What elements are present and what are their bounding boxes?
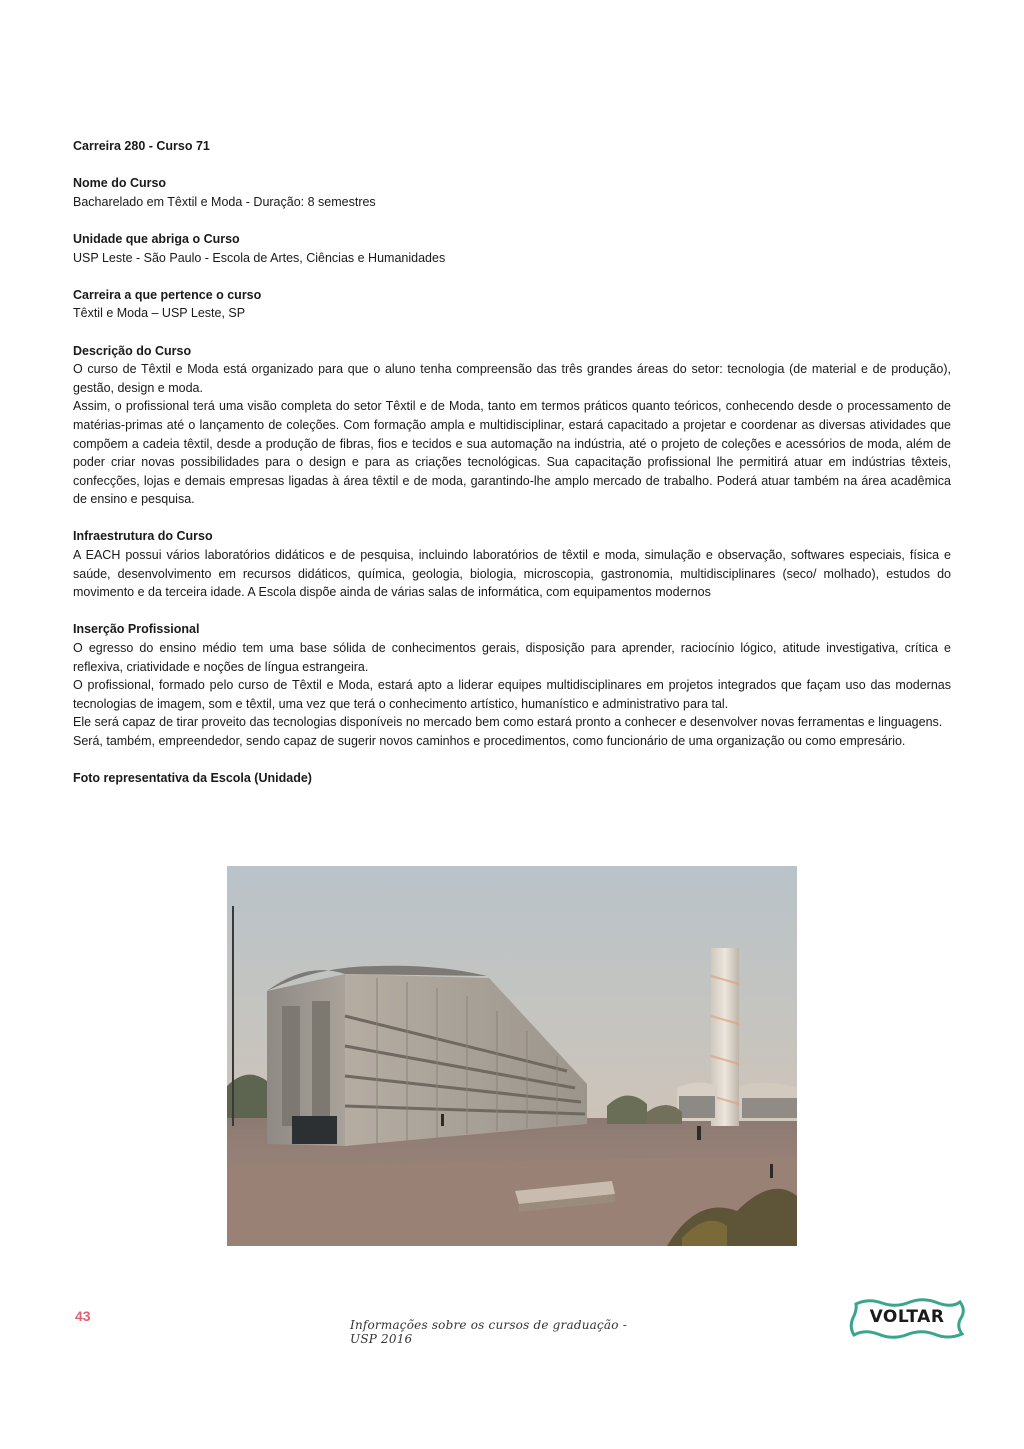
section-paragraph: Assim, o profissional terá uma visão completa do setor Têxtil e de Moda, tanto em termos práticos quanto teóricos, conhecendo desde o processamento de matérias-primas até o lançamento de coleções. Com formação ampla e multidisciplinar, estará capacitado a projetar e coordenar as diversas atividades que compõem a cadeia têxtil, desde a produção de fibras, fios e tecidos e sua automação na indústria, até o projeto de coleções e acessórios de moda, além de poder criar novas possibilidades para o design e para as criações tecnológicas. Sua capacitação profissional lhe permitirá atuar em indústrias têxteis, confecções, lojas e demais empresas ligadas à área têxtil e de moda, garantindo-lhe amplo mercado de trabalho. Poderá atuar também na área acadêmica de ensino e pesquisa. xyxy=(73,399,951,507)
section-heading: Carreira 280 - Curso 71 xyxy=(73,139,210,153)
section-paragraph: O curso de Têxtil e Moda está organizado para que o aluno tenha compreensão das três grandes áreas do setor: tecnologia (de material e de produção), gestão, design e moda. xyxy=(73,362,951,395)
section xyxy=(73,174,951,211)
document-body xyxy=(73,137,951,806)
section-paragraph: O profissional, formado pelo curso de Têxtil e Moda, estará apto a liderar equipes multidisciplinares em projetos integrados que façam uso das modernas tecnologias de imagem, som e têxtil, uma vez que terá o conhecimento artístico, humanístico e administrativo para tal. xyxy=(73,678,951,711)
section xyxy=(73,137,951,156)
section xyxy=(73,342,951,509)
section xyxy=(73,527,951,601)
section-paragraph: A EACH possui vários laboratórios didáticos e de pesquisa, incluindo laboratórios de têxtil e moda, simulação e observação, softwares especiais, física e saúde, desenvolvimento em recursos didáticos, química, geologia, biologia, microscopia, gastronomia, multidisciplinares (seco/ molhado), estudos do movimento e da terceira idade. A Escola dispõe ainda de várias salas de informática, com equipamentos modernos xyxy=(73,548,951,600)
section-paragraph: Bacharelado em Têxtil e Moda - Duração: 8 semestres xyxy=(73,194,376,209)
page-number: 43 xyxy=(75,1308,91,1324)
section xyxy=(73,620,951,750)
section xyxy=(73,769,951,788)
section-heading: Carreira a que pertence o curso xyxy=(73,287,262,302)
section-paragraph: O egresso do ensino médio tem uma base sólida de conhecimentos gerais, disposição para aprender, raciocínio lógico, atitude investigativa, crítica e reflexiva, criatividade e noções de língua estrangeira. xyxy=(73,641,951,674)
school-photo xyxy=(227,866,797,1246)
footer-caption: Informações sobre os cursos de graduação - USP 2016 xyxy=(350,1318,627,1346)
section-heading: Unidade que abriga o Curso xyxy=(73,231,240,246)
voltar-button[interactable] xyxy=(848,1296,966,1340)
section-heading: Nome do Curso xyxy=(73,176,167,191)
section-paragraph: USP Leste - São Paulo - Escola de Artes, Ciências e Humanidades xyxy=(73,250,446,265)
section-heading: Descrição do Curso xyxy=(73,343,192,358)
school-building-image xyxy=(227,866,797,1246)
section-heading: Inserção Profissional xyxy=(73,622,200,637)
section xyxy=(73,286,951,323)
section-heading: Infraestrutura do Curso xyxy=(73,529,213,544)
section-paragraph: Ele será capaz de tirar proveito das tecnologias disponíveis no mercado bem como estará pronto a conhecer e desenvolver novas ferramentas e linguagens. xyxy=(73,715,943,730)
section-paragraph: Será, também, empreendedor, sendo capaz de sugerir novos caminhos e procedimentos, como funcionário de uma organização ou como empresário. xyxy=(73,734,906,748)
section-heading: Foto representativa da Escola (Unidade) xyxy=(73,771,312,786)
voltar-button-label: VOLTAR xyxy=(869,1307,945,1327)
section-paragraph: Têxtil e Moda – USP Leste, SP xyxy=(73,306,246,321)
section xyxy=(73,230,951,267)
